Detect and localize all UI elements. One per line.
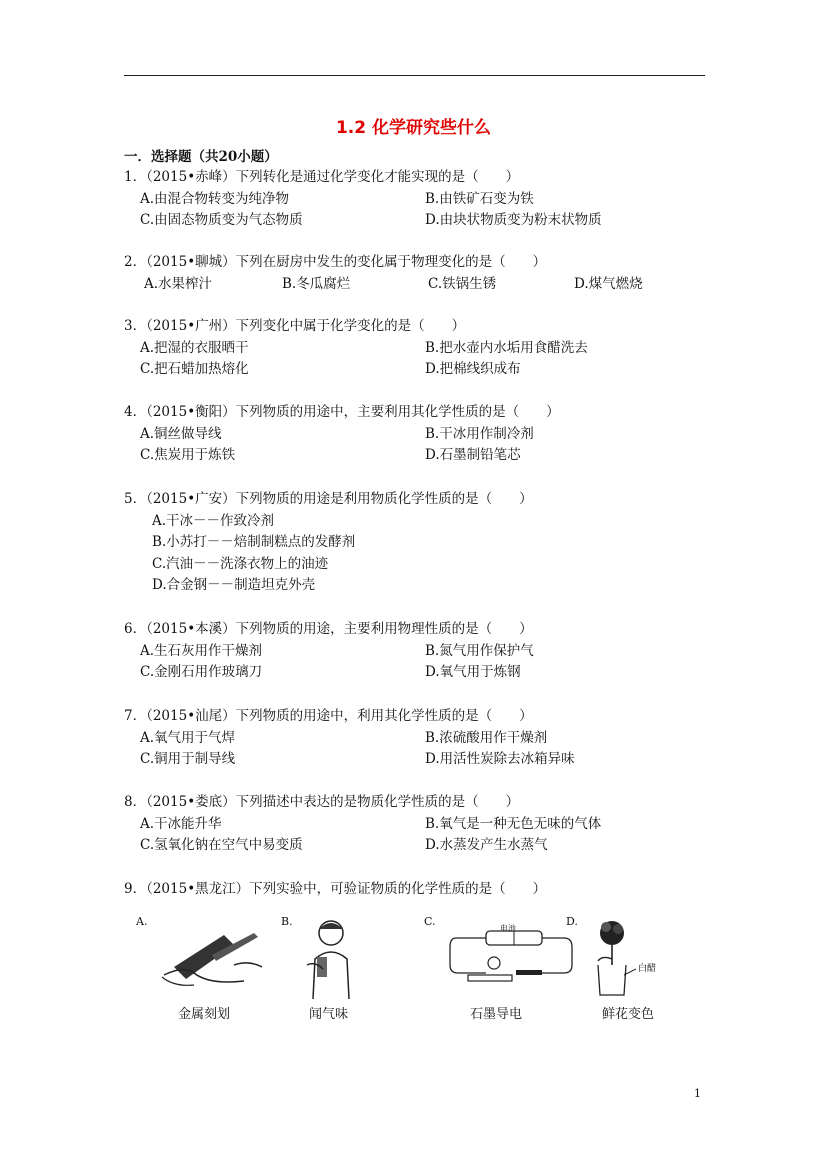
option-a: A.干冰能升华: [140, 815, 222, 832]
option-b: B.氧气是一种无色无味的气体: [425, 815, 602, 832]
question-4: [124, 402, 714, 467]
option-d: D.氧气用于炼钢: [425, 664, 521, 680]
question-6: [124, 619, 714, 684]
option-c: C.把石蜡加热熔化: [140, 361, 249, 377]
figure-caption: 金属刻划: [178, 1007, 231, 1022]
question-stem: 2．（2015•聊城）下列在厨房中发生的变化属于物理变化的是（ ）: [124, 254, 547, 270]
figure-caption: 石墨导电: [470, 1007, 523, 1022]
option-b: B.浓硫酸用作干燥剂: [425, 729, 548, 746]
option-c: C.氢氧化钠在空气中易变质: [140, 837, 303, 853]
figure-a: [132, 915, 262, 1025]
metal-scratch-illustration: [154, 915, 274, 995]
question-stem: 8．（2015•娄底）下列描述中表达的是物质化学性质的是（ ）: [124, 794, 520, 810]
question-stem: 1．（2015•赤峰）下列转化是通过化学变化才能实现的是（ ）: [124, 169, 520, 185]
option-d: D.石墨制铅笔芯: [425, 447, 521, 463]
question-1: [124, 167, 714, 232]
question-stem: 9．（2015•黑龙江）下列实验中，可验证物质的化学性质的是（ ）: [124, 881, 547, 897]
question-stem: 6．（2015•本溪）下列物质的用途，主要利用物理性质的是（ ）: [124, 621, 533, 637]
page-number: 1: [694, 1087, 701, 1100]
option-a: A.由混合物转变为纯净物: [140, 190, 290, 207]
experiment-figures: [132, 915, 692, 1025]
option-a: A.氧气用于气焊: [140, 729, 236, 746]
header-rule: [124, 75, 705, 76]
question-8: [124, 792, 714, 857]
figure-letter: D.: [566, 915, 578, 928]
flower-illustration: [588, 915, 658, 999]
battery-label: 电池: [500, 924, 516, 933]
option-b: B.小苏打－－焙制制糕点的发酵剂: [152, 534, 356, 550]
option-b: B.氮气用作保护气: [425, 642, 534, 659]
option-c: C.由固态物质变为气态物质: [140, 212, 303, 228]
option-b: B.把水壶内水垢用食醋洗去: [425, 339, 588, 356]
option-a: A.水果榨汁: [144, 275, 213, 292]
section-heading: 一．选择题（共20小题）: [124, 149, 278, 165]
option-d: D.煤气燃烧: [574, 275, 643, 292]
question-3: [124, 316, 714, 381]
option-b: B.冬瓜腐烂: [282, 275, 351, 292]
question-stem: 4．（2015•衡阳）下列物质的用途中，主要利用其化学性质的是（ ）: [124, 404, 560, 420]
figure-letter: B.: [281, 915, 293, 928]
vinegar-label: 白醋: [638, 964, 657, 974]
option-c: C.金刚石用作玻璃刀: [140, 664, 263, 680]
option-a: A.生石灰用作干燥剂: [140, 642, 263, 659]
option-d: D.水蒸发产生水蒸气: [425, 837, 548, 853]
figure-caption: 闻气味: [309, 1007, 349, 1022]
option-d: D.用活性炭除去冰箱异味: [425, 751, 575, 767]
option-c: C.焦炭用于炼铁: [140, 447, 236, 463]
smelling-illustration: [295, 915, 365, 999]
figure-letter: C.: [424, 915, 436, 928]
option-b: B.由铁矿石变为铁: [425, 190, 534, 207]
question-2: [124, 252, 714, 295]
option-a: A.把湿的衣服晒干: [140, 339, 249, 356]
question-stem: 7．（2015•汕尾）下列物质的用途中，利用其化学性质的是（ ）: [124, 708, 533, 724]
option-d: D.由块状物质变为粉末状物质: [425, 212, 602, 228]
page-title: 1.2 化学研究些什么: [335, 118, 492, 138]
option-a: A.干冰－－作致冷剂: [152, 512, 275, 529]
figure-b: [277, 915, 407, 1025]
figure-d: [562, 915, 692, 1025]
question-stem: 5．（2015•广安）下列物质的用途是利用物质化学性质的是（ ）: [124, 491, 533, 507]
figure-c: [420, 915, 550, 1025]
question-7: [124, 706, 714, 771]
option-d: D.合金钢－－制造坦克外壳: [152, 577, 316, 593]
figure-caption: 鲜花变色: [602, 1007, 655, 1022]
option-a: A.铜丝做导线: [140, 425, 222, 442]
figure-letter: A.: [136, 915, 148, 928]
option-d: D.把棉线织成布: [425, 361, 521, 377]
question-9: [124, 879, 714, 901]
option-c: C.汽油－－洗涤衣物上的油迹: [152, 555, 329, 572]
option-c: C.铁锅生锈: [428, 275, 497, 292]
question-stem: 3．（2015•广州）下列变化中属于化学变化的是（ ）: [124, 318, 466, 334]
option-c: C.铜用于制导线: [140, 751, 236, 767]
question-5: [124, 489, 714, 597]
option-b: B.干冰用作制冷剂: [425, 425, 534, 442]
